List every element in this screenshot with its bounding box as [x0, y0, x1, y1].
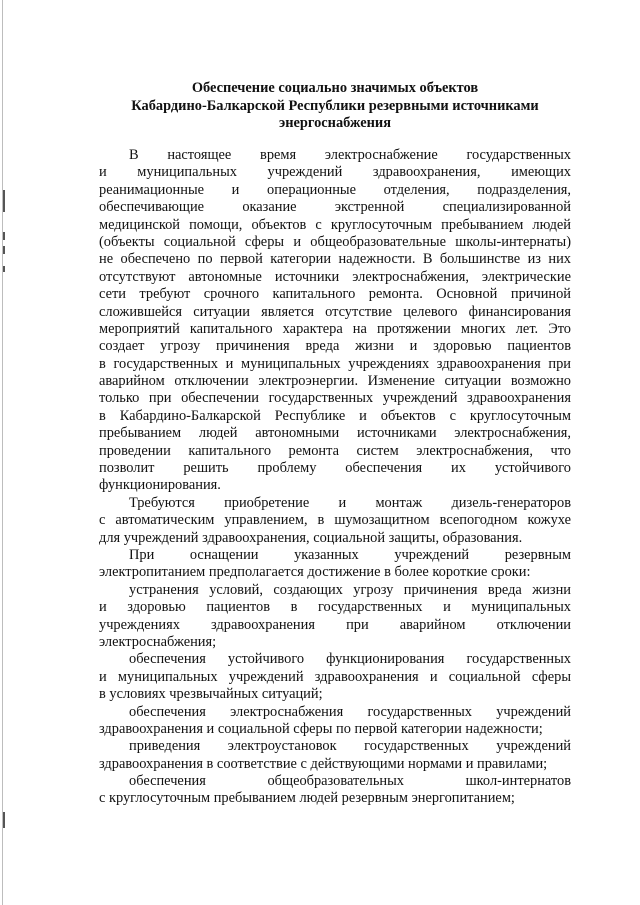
scan-mark: [3, 232, 5, 240]
body-text-line: обеспечения электроснабжения государственных учреждений: [129, 703, 571, 720]
title-line: Обеспечение социально значимых объектов: [191, 80, 479, 96]
body-text-line: с автоматическим управлением, в шумозащитном всепогодном кожухе: [99, 512, 571, 529]
body-text-line: для учреждений здравоохранения, социальной защиты, образования.: [99, 529, 523, 546]
scan-mark: [3, 812, 5, 828]
document-body: [99, 147, 571, 808]
body-text-line: создает угрозу причинения вреда жизни и здоровью пациентов: [99, 338, 571, 355]
body-text-line: приведения электроустановок государственных учреждений: [129, 738, 571, 755]
body-text-line: обеспечения устойчивого функционирования государственных: [129, 651, 571, 668]
body-text-line: в Кабардино-Балкарской Республике и объектов с круглосуточным: [99, 407, 571, 424]
body-text-line: и муниципальных учреждений здравоохранения и социальной сферы: [99, 668, 571, 685]
body-text-line: учреждениях здравоохранения при аварийном отключении: [99, 616, 571, 633]
title-line: энергоснабжения: [279, 115, 391, 131]
scan-edge-line: [2, 0, 3, 905]
body-text-line: и муниципальных учреждений здравоохранения, имеющих: [99, 164, 571, 181]
body-text-line: и здоровью пациентов в государственных и муниципальных: [99, 599, 571, 616]
body-text-line: сети требуют срочного капитального ремонта. Основной причиной: [99, 286, 571, 303]
body-text-line: медицинской помощи, объектов с круглосуточным пребыванием людей: [99, 216, 571, 233]
body-text-line: пребыванием людей автономными источниками электроснабжения,: [99, 425, 571, 442]
body-text-line: проведении капитального ремонта систем электроснабжения, что: [99, 442, 571, 459]
body-text-line: не обеспечено по первой категории надежности. В большинстве из них: [99, 251, 571, 268]
body-text-line: только при обеспечении государственных учреждений здравоохранения: [99, 390, 571, 407]
body-text-line: мероприятий капитального характера на протяжении многих лет. Это: [99, 320, 571, 337]
body-text-line: здравоохранения в соответствие с действующими нормами и правилами;: [99, 755, 548, 772]
body-text-line: В настоящее время электроснабжение государственных: [129, 147, 571, 163]
body-text-line: электроснабжения;: [99, 633, 217, 650]
body-text-line: (объекты социальной сферы и общеобразовательные школы-интернаты): [99, 233, 571, 250]
body-text-line: функционирования.: [99, 477, 221, 494]
body-text-line: аварийном отключении электроэнергии. Изменение ситуации возможно: [99, 373, 571, 390]
body-text-line: Требуются приобретение и монтаж дизель-генераторов: [129, 494, 571, 511]
body-text-line: здравоохранения и социальной сферы по первой категории надежности;: [99, 720, 543, 737]
body-text-line: позволит решить проблему обеспечения их устойчивого: [99, 460, 571, 477]
body-text-line: электропитанием предполагается достижение в более короткие сроки:: [99, 564, 531, 581]
body-text-line: сложившейся ситуации является отсутствие целевого финансирования: [99, 303, 571, 320]
body-text-line: устранения условий, создающих угрозу причинения вреда жизни: [129, 581, 571, 598]
body-text-line: реанимационные и операционные отделения, подразделения,: [99, 181, 571, 198]
title-line: Кабардино-Балкарской Республики резервными источниками: [131, 97, 539, 114]
body-text-line: в условиях чрезвычайных ситуаций;: [99, 686, 323, 703]
scan-mark: [3, 266, 5, 272]
body-text-line: обеспечивающие оказание экстренной специализированной: [99, 199, 571, 216]
body-text-line: с круглосуточным пребыванием людей резервным энергопитанием;: [99, 790, 515, 807]
document-title: [100, 80, 570, 133]
scan-mark: [3, 190, 5, 212]
body-text-line: обеспечения общеобразовательных школ-интернатов: [129, 773, 571, 790]
body-text-line: отсутствуют автономные источники электроснабжения, электрические: [99, 268, 571, 285]
body-text-line: При оснащении указанных учреждений резервным: [129, 546, 571, 563]
body-text-line: в государственных и муниципальных учреждениях здравоохранения при: [99, 355, 571, 372]
scan-mark: [3, 246, 5, 254]
